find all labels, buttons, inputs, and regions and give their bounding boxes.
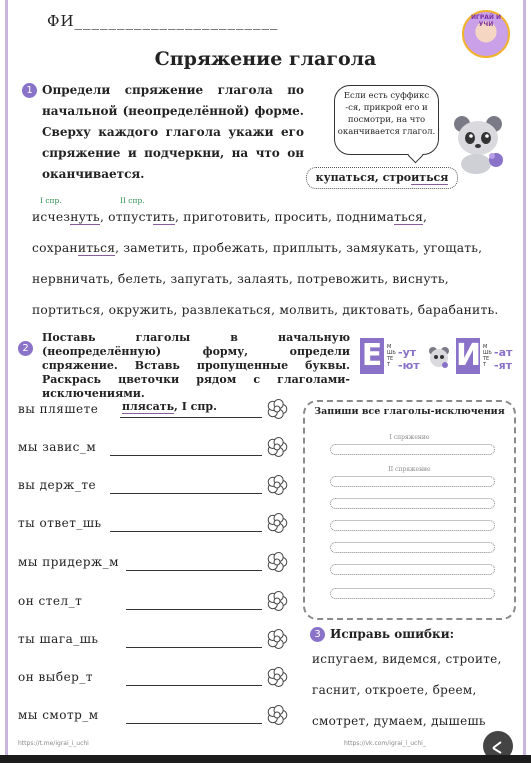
- word-ending: ить: [152, 210, 175, 224]
- verb-item: мы придерж_м: [18, 555, 119, 569]
- word-line-4: портиться, окружить, развлекаться, молвить, диктовать, барабанить.: [32, 303, 499, 317]
- legend-e-endings: -ут -ют: [398, 346, 420, 372]
- word-part: , приготовить, просить, поднима: [174, 210, 395, 224]
- legend-i-letter: И: [456, 338, 482, 373]
- legend-e-small: М ШЬ ТЕ Т: [387, 344, 396, 368]
- footer-right-link[interactable]: https://vk.com/igrai_i_uchi_: [344, 740, 426, 747]
- verb-item: ты ответ_шь: [18, 516, 102, 530]
- answer-line[interactable]: [110, 455, 262, 456]
- exception-field[interactable]: [330, 444, 495, 455]
- errors-line-3: смотрет, думаем, дышешь: [312, 714, 486, 728]
- answer-line[interactable]: [110, 493, 262, 494]
- bottom-bar: [0, 755, 531, 763]
- exception-field[interactable]: [330, 476, 495, 487]
- answer-line[interactable]: [126, 570, 262, 571]
- task-2-number: 2: [18, 341, 33, 356]
- word-part: ,: [423, 210, 428, 224]
- answer-line[interactable]: [110, 531, 262, 532]
- flower-icon[interactable]: [266, 474, 288, 496]
- exception-field[interactable]: [330, 588, 495, 599]
- avatar-text: ИГРАЙ И УЧИ: [470, 14, 502, 28]
- task-3-title: Исправь ошибки:: [330, 627, 455, 641]
- verb-item: мы завис_м: [18, 440, 97, 454]
- word-part: , отпуст: [99, 210, 153, 224]
- first-answer-verb: плясать: [122, 400, 175, 413]
- flower-icon[interactable]: [266, 704, 288, 726]
- verb-item: он стел_т: [18, 594, 83, 608]
- word-line-3: нервничать, белеть, запугать, залаять, потревожить, виснуть,: [32, 272, 449, 286]
- conj-label-2: II спр.: [120, 196, 145, 205]
- word-ending: иться: [77, 241, 116, 255]
- answer-line[interactable]: [126, 685, 262, 686]
- exception-field[interactable]: [330, 498, 495, 509]
- flower-icon[interactable]: [266, 436, 288, 458]
- word-part: , заметить, пробежать, приплыть, замяукать, угощать,: [115, 241, 483, 255]
- errors-line-1: испугаем, видемся, строите,: [312, 652, 502, 666]
- exception-field[interactable]: [330, 520, 495, 531]
- verb-item: он выбер_т: [18, 670, 93, 684]
- legend-i-small: М ШЬ ТЕ Т: [483, 344, 492, 368]
- answer-line[interactable]: [120, 417, 262, 418]
- answer-line[interactable]: [126, 723, 262, 724]
- word-ending: ться: [394, 210, 424, 224]
- flower-icon[interactable]: [266, 590, 288, 612]
- verb-item: ты шага_шь: [18, 632, 99, 646]
- task-1-text: Определи спряжение глагола по начальной (неопределённой) форме. Сверху каждого глагола укажи его спряжение и подчеркни, на что он оканчивается.: [42, 83, 304, 181]
- exception-field[interactable]: [330, 542, 495, 553]
- example-stem: стро: [382, 171, 412, 184]
- task-1-number: 1: [22, 83, 37, 98]
- flower-icon[interactable]: [266, 398, 288, 420]
- errors-line-2: гаснит, откроете, бреем,: [312, 683, 477, 697]
- exceptions-title: Запиши все глаголы-исключения: [314, 406, 505, 417]
- legend-e-letter: Е: [361, 338, 383, 373]
- hint-bubble: Если есть суффикс -ся, прикрой его и посмотри, на что оканчивается глагол.: [334, 85, 439, 155]
- footer-left-link[interactable]: https://t.me/igrai_i_uchi: [18, 740, 89, 747]
- first-answer-conj: , I спр.: [174, 400, 217, 413]
- exceptions-sub-1: I спряжение: [389, 434, 430, 441]
- word-line-1: [32, 210, 502, 224]
- task-2-text: Поставь глаголы в начальную (неопределённую) форму, определи спряжение. Вставь пропущенные буквы. Раскрась цветочки рядом с глаголами-исключениями.: [42, 331, 350, 400]
- flower-icon[interactable]: [266, 551, 288, 573]
- page-title: Спряжение глагола: [154, 48, 377, 70]
- exceptions-sub-2: II спряжение: [388, 466, 431, 473]
- legend-i-endings: -ат -ят: [494, 346, 513, 372]
- answer-line[interactable]: [126, 647, 262, 648]
- conj-label-1: I спр.: [40, 196, 62, 205]
- flower-icon[interactable]: [266, 512, 288, 534]
- first-answer: [122, 400, 217, 413]
- example-ending: иться: [411, 171, 449, 184]
- example-box: [306, 167, 458, 189]
- flower-icon[interactable]: [266, 666, 288, 688]
- verb-item: мы смотр_м: [18, 708, 99, 722]
- verb-item: вы держ_те: [18, 478, 97, 492]
- example-plain: купаться,: [315, 171, 383, 184]
- flower-icon[interactable]: [266, 628, 288, 650]
- word-part: сохран: [32, 241, 78, 255]
- exception-field[interactable]: [330, 564, 495, 575]
- exceptions-box: [303, 400, 516, 620]
- answer-line[interactable]: [126, 609, 262, 610]
- bear-icon: [448, 112, 508, 174]
- word-part: исчез: [32, 210, 71, 224]
- verb-item: вы пляшете: [18, 402, 99, 416]
- word-ending: нуть: [70, 210, 100, 224]
- bear-icon: [427, 345, 451, 369]
- word-line-2: [32, 241, 502, 255]
- task-3-number: 3: [310, 627, 325, 642]
- name-field-label: ФИ________________________: [47, 12, 279, 30]
